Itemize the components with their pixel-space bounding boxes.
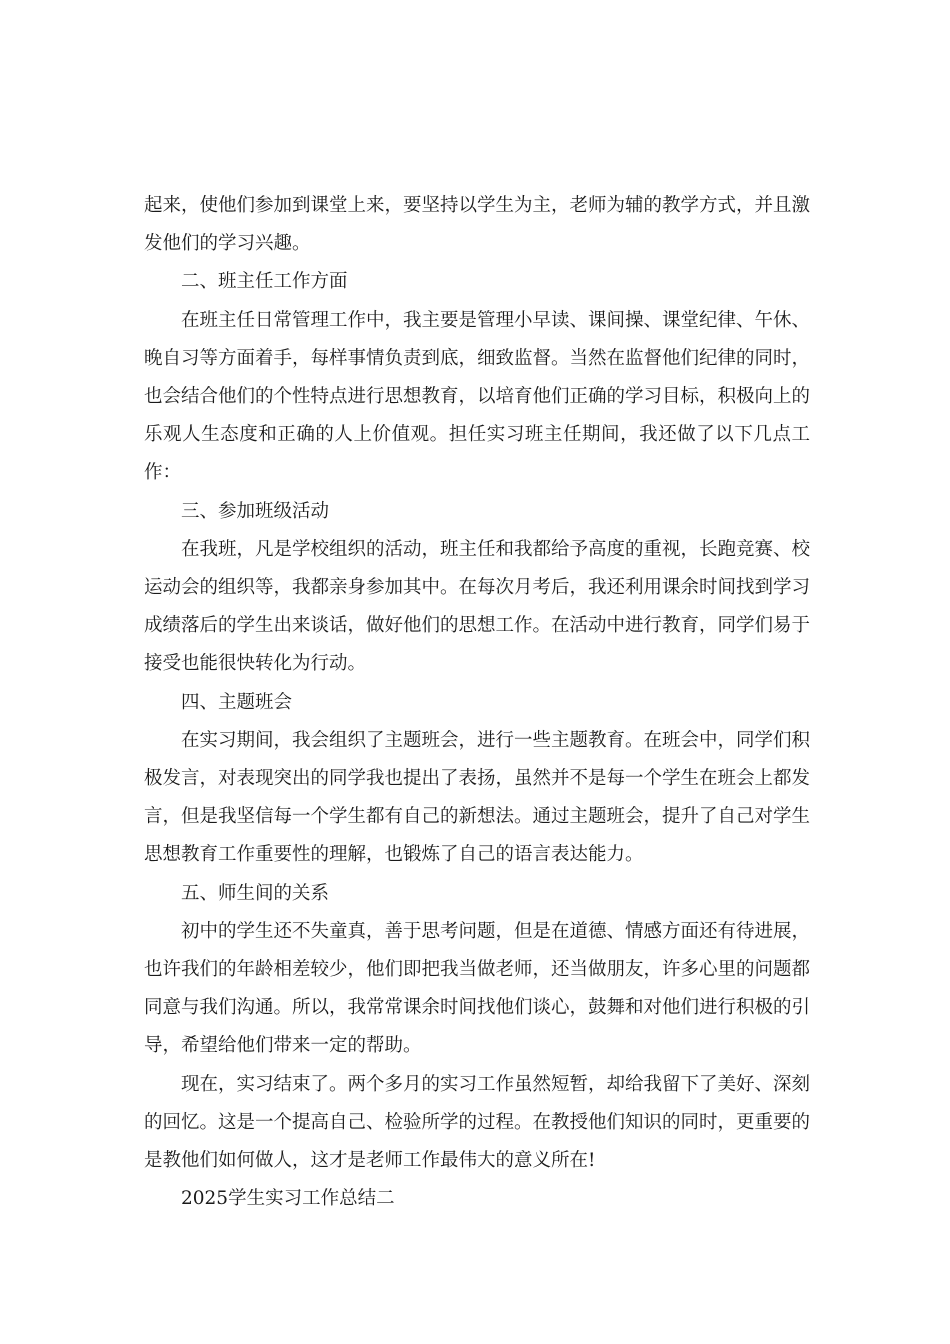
section-heading-teacher-student-relations: 五、师生间的关系	[181, 882, 330, 904]
paragraph-theme-meeting: 在实习期间，我会组织了主题班会，进行一些主题教育。在班会中，同学们积极发言，对表现突出的同学我也提出了表扬，虽然并不是每一个学生在班会上都发言，但是我坚信每一个学生都有自己的新想法。通过主题班会，提升了自己对学生思想教育工作重要性的理解，也锻炼了自己的语言表达能力。	[144, 729, 811, 866]
paragraph-head-teacher-work: 在班主任日常管理工作中，我主要是管理小早读、课间操、课堂纪律、午休、晚自习等方面着手，每样事情负责到底，细致监督。当然在监督他们纪律的同时，也会结合他们的个性特点进行思想教育，以培育他们正确的学习目标，积极向上的乐观人生态度和正确的人上价值观。担任实习班主任期间，我还做了以下几点工作：	[144, 309, 811, 484]
section-heading-class-activities: 三、参加班级活动	[181, 500, 330, 522]
paragraph-conclusion: 现在，实习结束了。两个多月的实习工作虽然短暂，却给我留下了美好、深刻的回忆。这是一个提高自己、检验所学的过程。在教授他们知识的同时，更重要的是教他们如何做人，这才是老师工作最伟大的意义所在!	[144, 1073, 811, 1172]
next-section-title: 2025学生实习工作总结二	[181, 1188, 395, 1210]
section-heading-theme-meeting: 四、主题班会	[181, 691, 293, 713]
paragraph-class-activities: 在我班，凡是学校组织的活动，班主任和我都给予高度的重视，长跑竞赛、校运动会的组织等，我都亲身参加其中。在每次月考后，我还利用课余时间找到学习成绩落后的学生出来谈话，做好他们的思想工作。在活动中进行教育，同学们易于接受也能很快转化为行动。	[144, 538, 811, 675]
paragraph-teacher-student-relations: 初中的学生还不失童真，善于思考问题，但是在道德、情感方面还有待进展，也许我们的年龄相差较少，他们即把我当做老师，还当做朋友，许多心里的问题都同意与我们沟通。所以，我常常课余时间找他们谈心，鼓舞和对他们进行积极的引导，希望给他们带来一定的帮助。	[144, 920, 811, 1057]
document-body	[144, 187, 810, 1218]
section-heading-head-teacher-work: 二、班主任工作方面	[181, 271, 348, 293]
paragraph-continuation: 起来，使他们参加到课堂上来，要坚持以学生为主，老师为辅的教学方式，并且激发他们的学习兴趣。	[144, 195, 811, 255]
